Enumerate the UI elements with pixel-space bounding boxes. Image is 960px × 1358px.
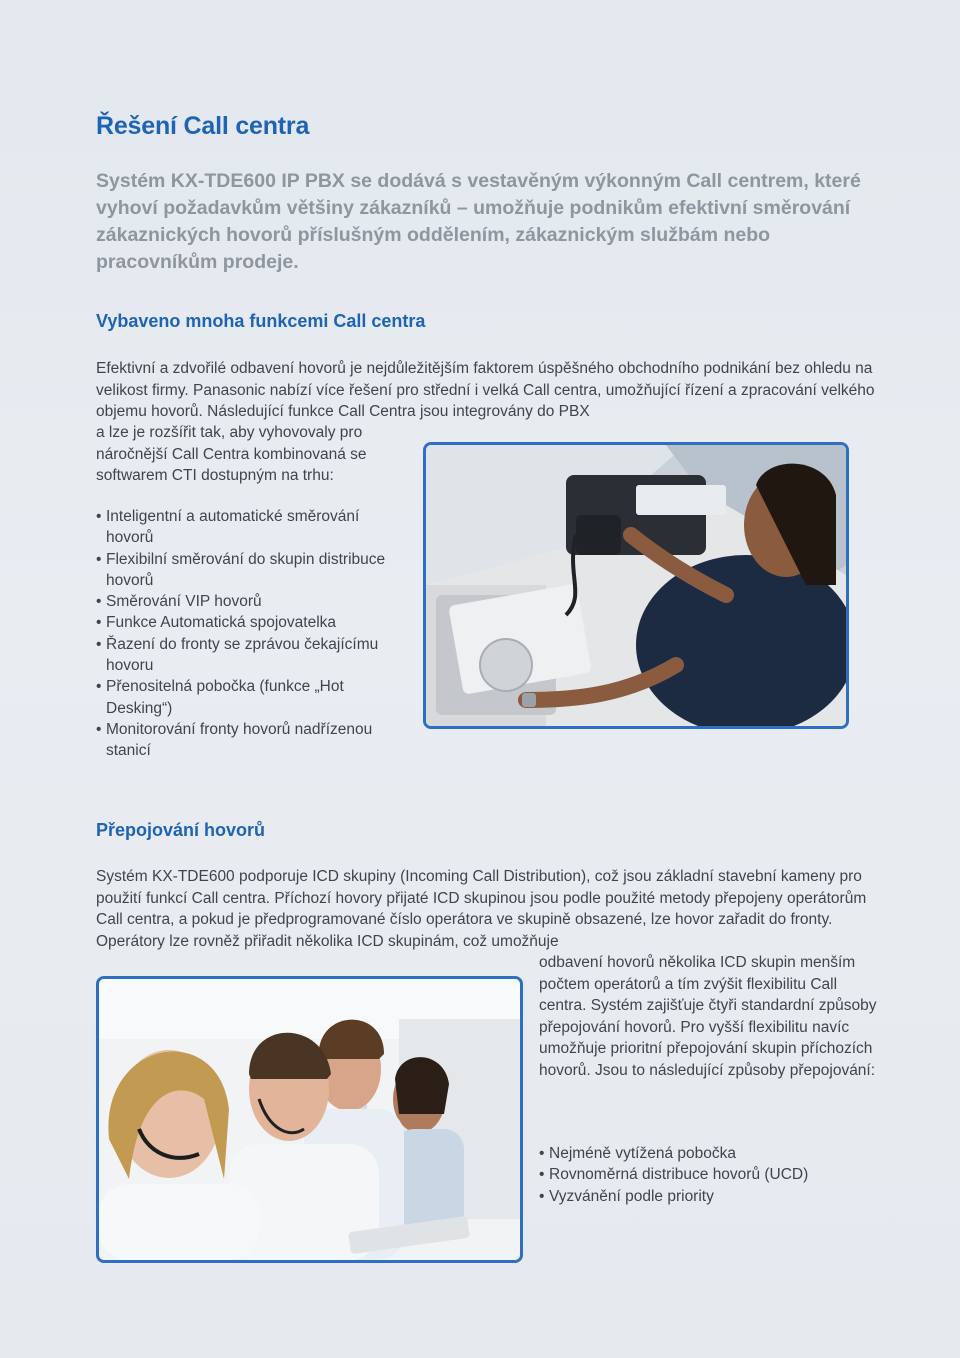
feature-list [96, 506, 406, 762]
list-item: • Směrování VIP hovorů [96, 591, 406, 612]
section-heading-routing: Přepojování hovorů [96, 820, 266, 840]
photo-operator-illustration [426, 445, 846, 726]
features-intro-narrow: a lze je rozšířit tak, aby vyhovovaly pro náročnější Call Centra kombinovaná se softwarem CTI dostupným na trhu: [96, 424, 367, 484]
list-item: • Monitorování fronty hovorů nadřízenou stanicí [96, 719, 406, 762]
list-item: • Rovnoměrná distribuce hovorů (UCD) [539, 1164, 879, 1185]
routing-methods-list [539, 1143, 879, 1207]
list-item: • Přenositelná pobočka (funkce „Hot Desking“) [96, 676, 406, 719]
section-heading-features: Vybaveno mnoha funkcemi Call centra [96, 311, 426, 331]
photo-team-illustration [99, 979, 520, 1260]
list-item: • Inteligentní a automatické směrování hovorů [96, 506, 406, 549]
list-item: • Řazení do fronty se zprávou čekajícímu hovoru [96, 634, 406, 677]
page-title: Řešení Call centra [96, 112, 310, 140]
list-item: • Flexibilní směrování do skupin distribuce hovorů [96, 549, 406, 592]
photo-operator-at-phone [423, 442, 849, 729]
features-intro-wide: Efektivní a zdvořilé odbavení hovorů je nejdůležitějším faktorem úspěšného obchodního podnikání bez ohledu na velikost firmy. Panasonic nabízí více řešení pro střední i velká Call centra, umožňující řízení a zpracování velkého objemu hovorů. Následující funkce Call Centra jsou integrovány do PBX [96, 360, 875, 420]
lead-paragraph: Systém KX-TDE600 IP PBX se dodává s vestavěným výkonným Call centrem, které vyhoví požadavkům většiny zákazníků – umožňuje podnikům efektivní směrování zákaznických hovorů příslušným oddělením, zákaznickým službám nebo pracovníkům prodeje. [96, 170, 861, 273]
routing-intro-wide: Systém KX-TDE600 podporuje ICD skupiny (Incoming Call Distribution), což jsou základní stavební kameny pro použití funkcí Call centra. Příchozí hovory přijaté ICD skupinou jsou podle použité metody přepojeny operátorům Call centra, a pokud je předprogramované číslo operátora ve skupině obsazené, lze hovor zařadit do fronty. Operátory lze rovněž přiřadit několika ICD skupinám, což umožňuje [96, 868, 867, 950]
routing-intro-narrow: odbavení hovorů několika ICD skupin menším počtem operátorů a tím zvýšit flexibilitu Call centra. Systém zajišťuje čtyři standardní způsoby přepojování hovorů. Pro vyšší flexibilitu navíc umožňuje prioritní přepojování skupin příchozích hovorů. Jsou to následující způsoby přepojování: [539, 954, 877, 1079]
list-item: • Vyzvánění podle priority [539, 1186, 879, 1207]
photo-call-center-team [96, 976, 523, 1263]
list-item: • Funkce Automatická spojovatelka [96, 612, 406, 633]
list-item: • Nejméně vytížená pobočka [539, 1143, 879, 1164]
